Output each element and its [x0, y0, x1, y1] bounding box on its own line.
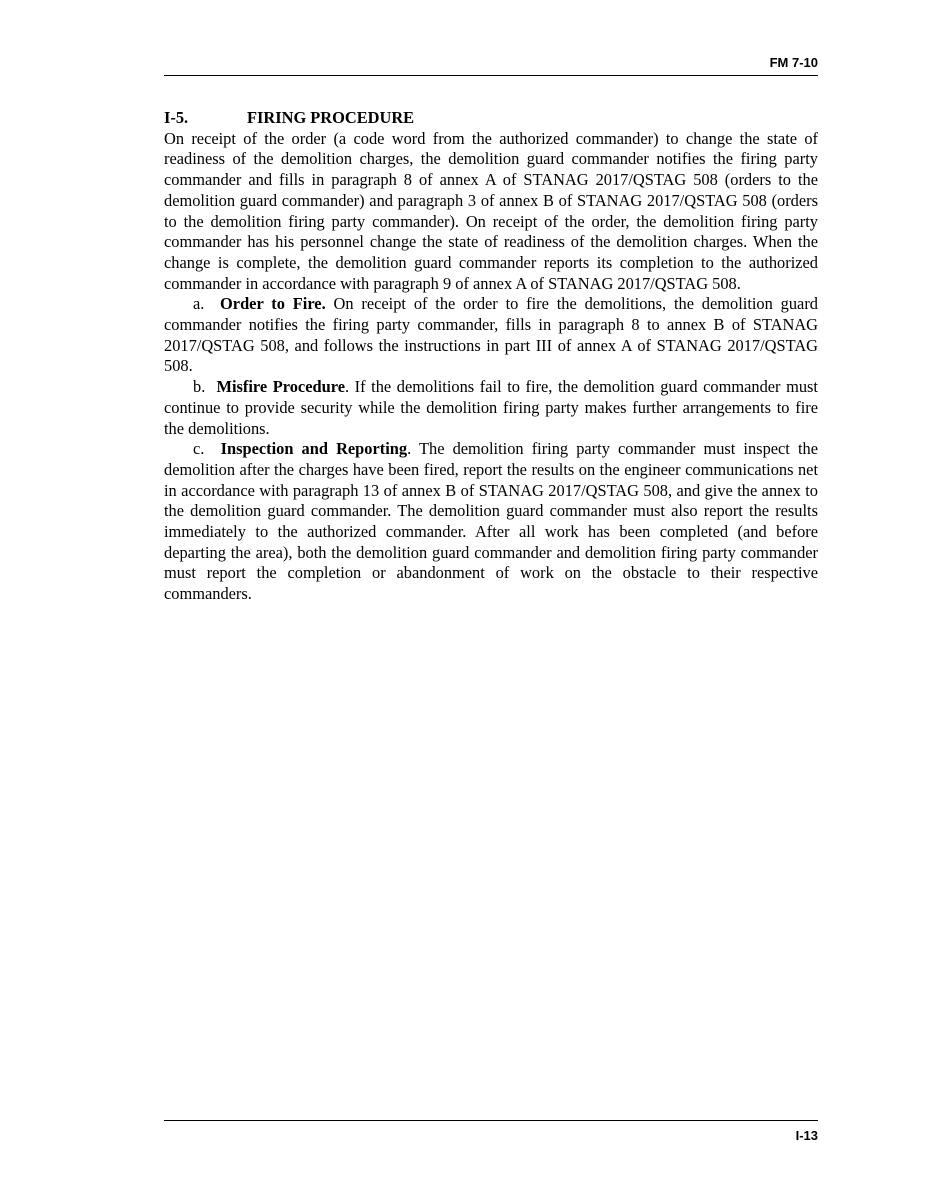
subsection-title: Misfire Procedure: [216, 377, 345, 397]
subsection-misfire-procedure: [164, 377, 818, 439]
subsection-title: Inspection and Reporting: [220, 439, 408, 459]
subsection-order-to-fire: [164, 294, 818, 377]
subsection-title: Order to Fire.: [220, 294, 326, 314]
section-body: [164, 108, 818, 605]
subsection-text: On receipt of the order to fire the demolitions, the demolition guard commander notifies the firing party commander, fills in paragraph 8 to annex B of STANAG 2017/QSTAG 508, and follows the instructions in part III of annex A of STANAG 2017/QSTAG 508.: [164, 294, 818, 376]
subsection-text: . The demolition firing party commander must inspect the demolition after the charges have been fired, report the results on the engineer communications net in accordance with paragraph 13 of annex B of STANAG 2017/QSTAG 508, and give the annex to the demolition guard commander. The demolition guard commander must also report the results immediately to the authorized commander. After all work has been completed (and before departing the area), both the demolition guard commander and demolition firing party commander must report the completion or abandonment of work on the obstacle to their respective commanders.: [164, 439, 818, 604]
subsection-letter: b.: [193, 377, 206, 397]
page-number: I-13: [795, 1128, 818, 1143]
running-header: FM 7-10: [769, 55, 818, 70]
header-rule: [164, 75, 818, 76]
subsection-letter: a.: [193, 294, 205, 314]
subsection-text: . If the demolitions fail to fire, the demolition guard commander must continue to provide security while the demolition firing party makes further arrangements to fire the demolitions.: [164, 377, 818, 438]
footer-rule: [164, 1120, 818, 1121]
section-number: I-5.: [164, 108, 189, 127]
section-heading: [164, 108, 818, 129]
subsection-letter: c.: [193, 439, 205, 459]
section-intro-paragraph: On receipt of the order (a code word from the authorized commander) to change the state of readiness of the demolition charges, the demolition guard commander notifies the firing party commander and fills in paragraph 8 of annex A of STANAG 2017/QSTAG 508 (orders to the demolition guard commander) and paragraph 3 of annex B of STANAG 2017/QSTAG 508 (orders to the demolition firing party commander). On receipt of the order, the demolition firing party commander has his personnel change the state of readiness of the demolition charges. When the change is complete, the demolition guard commander reports its completion to the authorized commander in accordance with paragraph 9 of annex A of STANAG 2017/QSTAG 508.: [164, 128, 818, 293]
section-title: FIRING PROCEDURE: [247, 108, 415, 127]
subsection-inspection-reporting: [164, 439, 818, 605]
